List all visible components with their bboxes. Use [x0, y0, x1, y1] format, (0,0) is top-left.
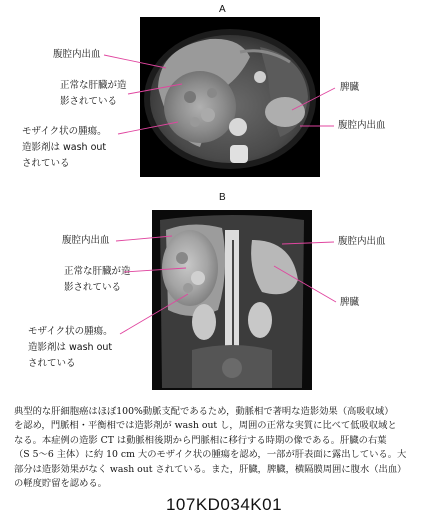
panel-a-label-normal-liver: 正常な肝臓が造 影されている — [60, 80, 127, 107]
panel-b-label-spleen: 脾臓 — [340, 297, 360, 308]
panel-a-label-mosaic-tumor: モザイク状の腫瘍。 造影剤は wash out されている — [22, 126, 107, 169]
axial-ct-drawing — [140, 17, 320, 177]
panel-a-label-hemorrhage-right: 腹腔内出血 — [338, 120, 386, 131]
figure-caption: 典型的な肝細胞癌はほぼ100%動脈支配であるため，動脈相で著明な造影効果（高吸収域） を認め，門脈相・平衡相では造影剤が wash out し，周囲の正常な実質に比べて低吸収域と なる。本症例の造影 CT は動脈相後期から門脈相に移行する時期の像である。肝臓の右葉 （S 5～6 主体）に約 10 cm 大のモザイク状の腫瘍を認め，一部が肝表面に露出している。大 部分は造影効果がなく wash out されている。また，肝臓，脾臓，横隔膜周囲に腹水（出血） の軽度貯留を認める。 — [14, 406, 407, 490]
panel-b-letter: B — [219, 192, 226, 203]
panel-b-label-hemorrhage-right: 腹腔内出血 — [338, 236, 386, 247]
axial-ct-image — [140, 17, 320, 177]
figure-code: 107KD034K01 — [165, 495, 283, 514]
panel-b-label-mosaic-tumor: モザイク状の腫瘍。 造影剤は wash out されている — [28, 326, 113, 369]
panel-a-label-spleen: 脾臓 — [340, 82, 360, 93]
panel-a-letter: A — [219, 4, 226, 15]
coronal-ct-image — [152, 210, 312, 390]
panel-a-label-hemorrhage-left: 腹腔内出血 — [53, 49, 101, 60]
panel-b-label-normal-liver: 正常な肝臓が造 影されている — [64, 266, 131, 293]
coronal-ct-drawing — [152, 210, 312, 390]
panel-b-label-hemorrhage-left: 腹腔内出血 — [62, 235, 110, 246]
